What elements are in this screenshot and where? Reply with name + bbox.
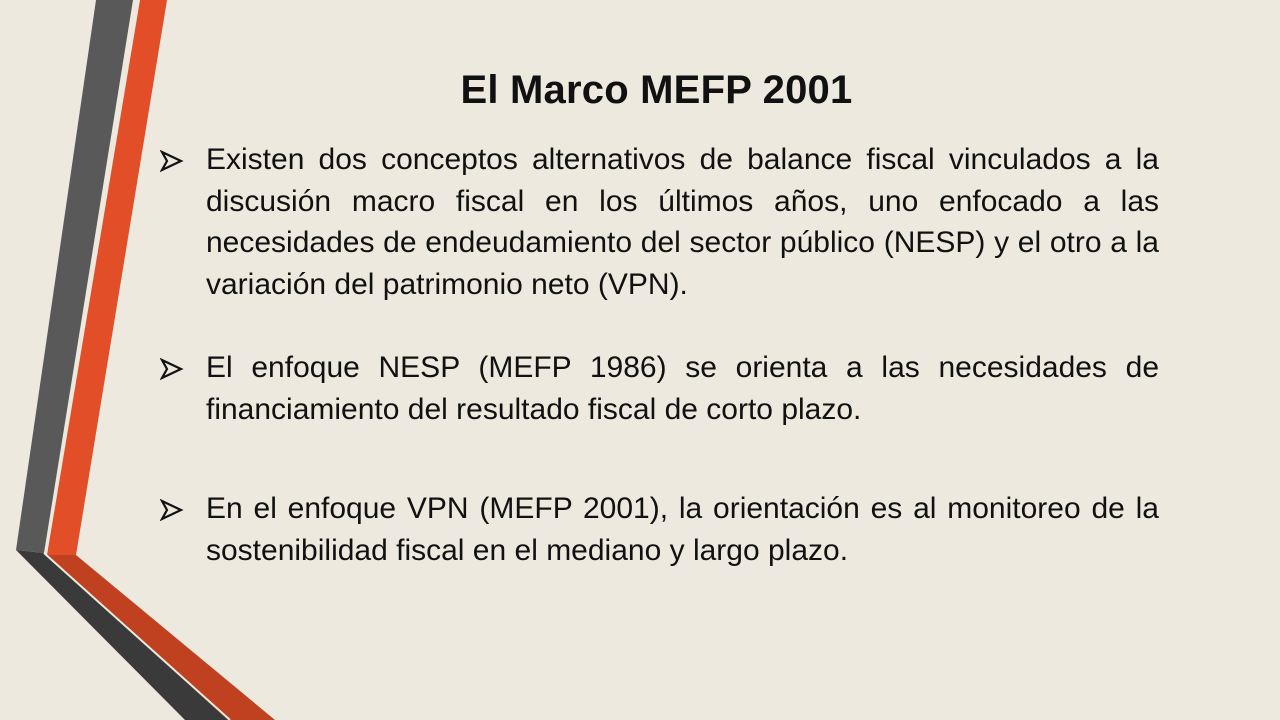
bullet-text: En el enfoque VPN (MEFP 2001), la orientación es al monitoreo de la sostenibilidad fiscal en el mediano y largo plazo. — [206, 492, 1159, 567]
bullet-text: El enfoque NESP (MEFP 1986) se orienta a las necesidades de financiamiento del resultado fiscal de corto plazo. — [206, 351, 1159, 426]
bullet-item — [160, 139, 1159, 305]
arrow-bullet-icon — [160, 149, 184, 173]
bullet-item — [160, 488, 1159, 571]
bullet-list — [160, 139, 1159, 571]
arrow-bullet-icon — [160, 498, 184, 522]
slide-title: El Marco MEFP 2001 — [460, 68, 853, 112]
arrow-bullet-icon — [160, 357, 184, 381]
bullet-item — [160, 347, 1159, 430]
bullet-text: Existen dos conceptos alternativos de balance fiscal vinculados a la discusión macro fiscal en los últimos años, uno enfocado a las necesidades de endeudamiento del sector público (NESP) y el otro a la variación del patrimonio neto (VPN). — [206, 143, 1159, 301]
dark-diagonal — [16, 550, 230, 720]
